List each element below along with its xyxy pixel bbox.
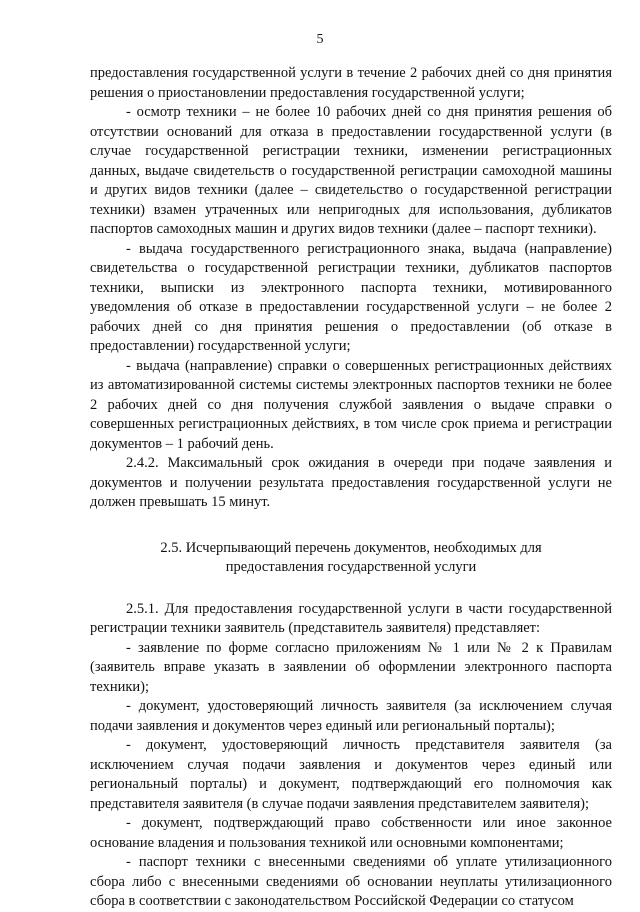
list-item-vehicle-passport: - паспорт техники с внесенными сведениями об уплате утилизационного сбора либо с внесенными сведениями об основании неуплаты утилизационного сбора в соответствии с законодательством Российской Федерации со статусом — [90, 854, 612, 909]
paragraph-issuance-certificate: - выдача (направление) справки о совершенных регистрационных действиях из автоматизированной системы системы электронных паспортов техники не более 2 рабочих дней со дня получения службой заявления о выдаче справки о совершенных регистрационных действиях, в том числе срок приема и регистрации документов – 1 рабочий день. — [90, 357, 612, 452]
section-title-2-5: 2.5. Исчерпывающий перечень документов, необходимых для предоставления государственной услуги — [160, 539, 542, 575]
list-item-identity-document: - документ, удостоверяющий личность заявителя (за исключением случая подачи заявления и документов через единый или региональный порталы); — [90, 698, 612, 734]
page-number: 5 — [316, 32, 324, 47]
paragraph-continuation: предоставления государственной услуги в течение 2 рабочих дней со дня принятия решения о приостановлении предоставления государственной услуги; — [90, 65, 612, 101]
paragraph-2-4-2: 2.4.2. Максимальный срок ожидания в очереди при подаче заявления и документов и получении результата предоставления государственной услуги не должен превышать 15 минут. — [90, 455, 612, 510]
document-body — [90, 64, 612, 912]
paragraph-issuance-sign: - выдача государственного регистрационного знака, выдача (направление) свидетельства о государственной регистрации техники, дубликатов паспортов техники, выписки из электронного паспорта техники, мотивированного уведомления об отказе в предоставлении государственной услуги – не более 2 рабочих дней со дня принятия решения о предоставлении (об отказе в предоставлении) государственной услуги; — [90, 240, 612, 354]
list-item-application: - заявление по форме согласно приложениям № 1 или № 2 к Правилам (заявитель вправе указать в заявлении об оформлении электронного паспорта техники); — [90, 639, 612, 695]
paragraph-inspection: - осмотр техники – не более 10 рабочих дней со дня принятия решения об отсутствии оснований для отказа в предоставлении государственной услуги (в случае государственной регистрации техники, изменении регистрационных данных, выдаче свидетельств о государственной регистрации самоходной машины и других видов техники (далее – свидетельство о государственной регистрации техники) взамен утраченных или непригодных для использования, дубликатов паспортов самоходных машин и других видов техники (далее – паспорт техники). — [90, 104, 612, 237]
paragraph-2-5-1: 2.5.1. Для предоставления государственной услуги в части государственной регистрации техники заявитель (представитель заявителя) представляет: — [90, 600, 612, 636]
list-item-ownership-document: - документ, подтверждающий право собственности или иное законное основание владения и пользования техникой или основными компонентами; — [90, 815, 612, 851]
list-item-representative-document: - документ, удостоверяющий личность представителя заявителя (за исключением случая подачи заявления и документов через единый или региональный порталы) и документ, подтверждающий его полномочия как представителя заявителя (в случае подачи заявления представителем заявителя); — [90, 737, 612, 812]
